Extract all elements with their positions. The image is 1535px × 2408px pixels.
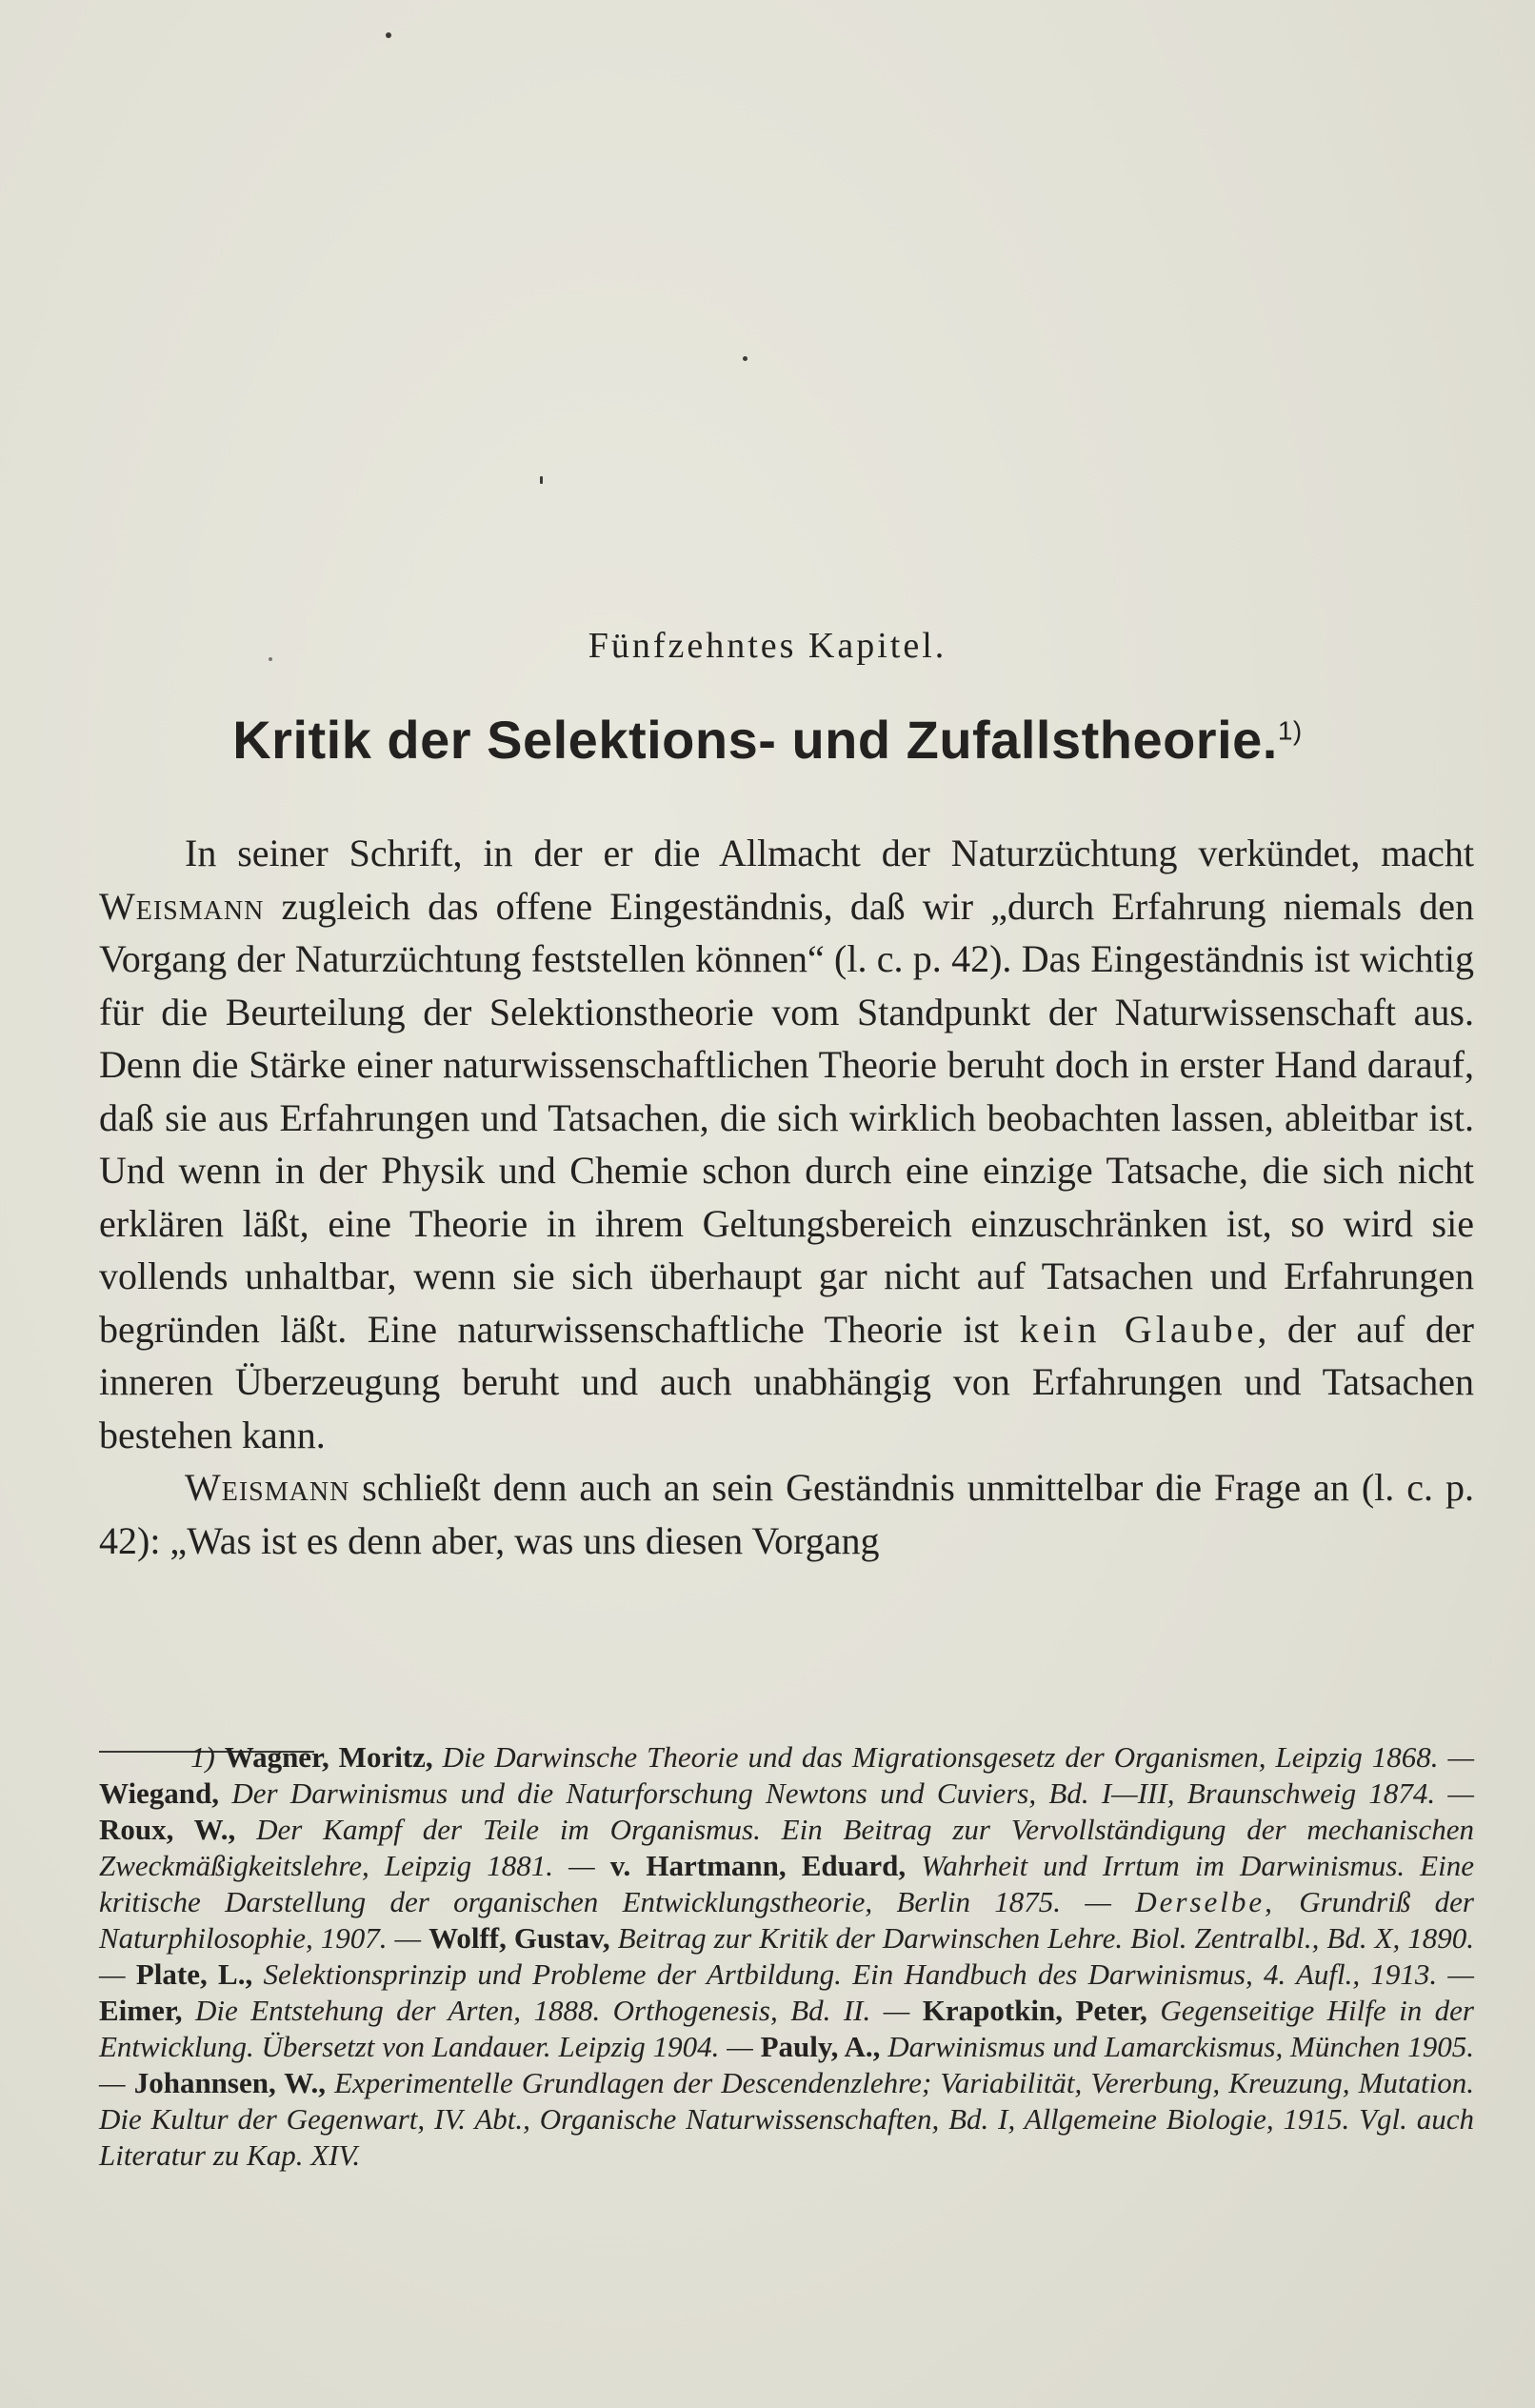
reference-author: Pauly, A., xyxy=(760,2030,881,2063)
reference-author: Johannsen, W., xyxy=(133,2066,326,2099)
reference-item xyxy=(225,1740,1474,1774)
body-text xyxy=(99,827,1474,1567)
footnote-paragraph xyxy=(99,1739,1474,2174)
reference-author: Roux, W., xyxy=(99,1813,236,1846)
reference-list xyxy=(99,1740,1474,2172)
reference-text: Selektionsprinzip und Probleme der Artbildung. Ein Handbuch des Darwinismus, 4. Aufl., 1913. — xyxy=(252,1957,1474,1991)
reference-text: Beitrag zur Kritik der Darwinschen Lehre. Biol. Zentralbl., Bd. X, 1890. — xyxy=(99,1921,1474,1991)
author-name: Weismann xyxy=(185,1466,350,1509)
reference-item xyxy=(99,1776,1474,1810)
reference-author: Krapotkin, Peter, xyxy=(922,1994,1147,2027)
reference-text: Experimentelle Grundlagen der Descendenzlehre; Variabilität, Vererbung, Kreuzung, Mutation. Die Kultur der Gegenwart, IV. Abt., Organische Naturwissenschaften, Bd. I, Allgemeine Biologie, 1915. Vgl. auch Literatur zu Kap. XIV. xyxy=(99,2066,1474,2172)
dust-speck xyxy=(540,476,543,484)
reference-author: Plate, L., xyxy=(135,1957,253,1991)
chapter-number: Fünfzehntes Kapitel. xyxy=(588,626,947,666)
chapter-title xyxy=(0,709,1535,771)
reference-author: Eimer, xyxy=(99,1994,183,2027)
paragraph-2 xyxy=(99,1461,1474,1567)
reference-author: Wiegand, xyxy=(99,1776,220,1810)
reference-text: Der Kampf der Teile im Organismus. Ein Beitrag zur Vervollständigung der mechanischen Zweckmäßigkeitslehre, Leipzig 1881. — xyxy=(99,1813,1474,1882)
footnote xyxy=(99,1739,1474,2174)
text-run: In seiner Schrift, in der er die Allmacht der Naturzüchtung verkündet, macht xyxy=(185,832,1474,874)
dust-speck xyxy=(743,356,748,361)
paragraph-1 xyxy=(99,827,1474,1461)
reference-author: Derselbe, xyxy=(1135,1885,1275,1918)
reference-author: Wagner, Moritz, xyxy=(224,1740,433,1774)
dust-speck xyxy=(386,32,391,38)
reference-text: Wahrheit und Irrtum im Darwinismus. Eine kritische Darstellung der organischen Entwicklungstheorie, Berlin 1875. — xyxy=(99,1849,1474,1918)
reference-text: Gegenseitige Hilfe in der Entwicklung. Übersetzt von Landauer. Leipzig 1904. — xyxy=(99,1994,1474,2063)
footnote-marker: 1) xyxy=(190,1740,215,1774)
text-run: schließt denn auch an sein Geständnis unmittelbar die Frage an (l. c. p. 42): „Was ist es denn aber, was uns diesen Vorgang xyxy=(99,1466,1474,1562)
reference-text: Darwinismus und Lamarckismus, München 1905. — xyxy=(99,2030,1474,2099)
reference-item xyxy=(99,2066,1474,2172)
reference-text: Die Entstehung der Arten, 1888. Orthogenesis, Bd. II. — xyxy=(182,1994,923,2027)
footnote-reference: 1) xyxy=(1277,715,1303,746)
reference-item xyxy=(99,1994,923,2027)
chapter-title-text: Kritik der Selektions- und Zufallstheorie. xyxy=(232,710,1278,770)
reference-author: v. Hartmann, Eduard, xyxy=(609,1849,907,1882)
text-run: zugleich das offene Eingeständnis, daß wir „durch Erfahrung niemals den Vorgang der Naturzüchtung feststellen können“ (l. c. p. 42). Das Eingeständnis ist wichtig für die Beurteilung der Selektionstheorie vom Standpunkt der Naturwissenschaft aus. Denn die Stärke einer naturwissenschaftlichen Theorie beruht doch in erster Hand darauf, daß sie aus Erfahrungen und Tatsachen, die sich wirklich beobachten lassen, ableitbar ist. Und wenn in der Physik und Chemie schon durch eine einzige Tatsache, die sich nicht erklären läßt, eine Theorie in ihrem Geltungsbereich einzuschränken ist, so wird sie vollends unhaltbar, wenn sie sich überhaupt gar nicht auf Tatsachen und Erfahrungen begründen läßt. Eine naturwissenschaftliche Theorie ist xyxy=(99,884,1474,1351)
text-run: , der auf der inneren Überzeugung beruht und auch unabhängig von Erfahrungen und Tatsachen bestehen kann. xyxy=(99,1307,1474,1456)
reference-author: Wolff, Gustav, xyxy=(429,1921,610,1955)
author-name: Weismann xyxy=(99,884,265,928)
emphasized-text: kein Glaube xyxy=(1019,1307,1258,1351)
reference-text: Der Darwinismus und die Naturforschung Newtons und Cuviers, Bd. I—III, Braunschweig 1874. — xyxy=(219,1776,1474,1810)
reference-text: Die Darwinsche Theorie und das Migrationsgesetz der Organismen, Leipzig 1868. — xyxy=(432,1740,1475,1774)
reference-text: Grundriß der Naturphilosophie, 1907. — xyxy=(99,1885,1474,1955)
reference-item xyxy=(136,1957,1474,1991)
